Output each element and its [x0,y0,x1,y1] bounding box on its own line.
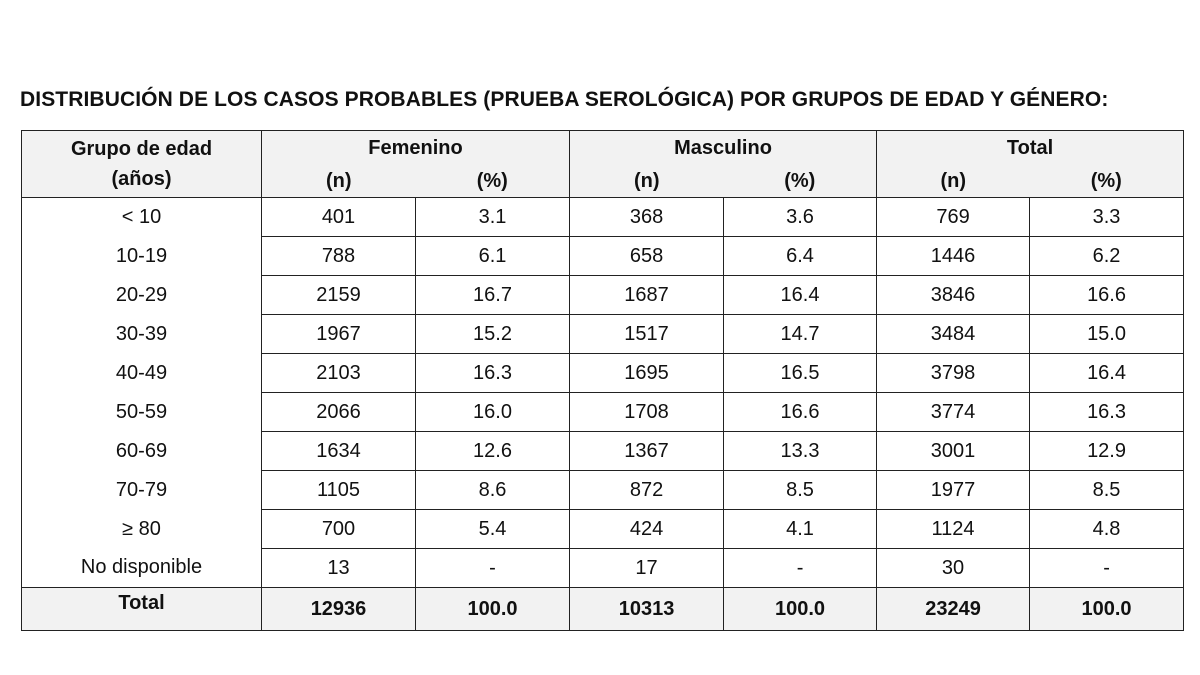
total-femenino-pct-cell: 100.0 [416,588,570,631]
age-group-cell: 10-19 [22,237,262,276]
masculino-pct-cell: 4.1 [724,510,877,549]
femenino-n-cell: 401 [262,198,416,237]
femenino-pct-cell: 3.1 [416,198,570,237]
masculino-pct-cell: 6.4 [724,237,877,276]
total-n-cell: 3798 [877,354,1030,393]
total-n-cell: 1124 [877,510,1030,549]
total-femenino-n-cell: 12936 [262,588,416,631]
masculino-pct-cell: 8.5 [724,471,877,510]
femenino-pct-cell: 12.6 [416,432,570,471]
age-group-cell: 40-49 [22,354,262,393]
femenino-pct-header: (%) [416,165,570,198]
age-group-cell: ≥ 80 [22,510,262,549]
total-label-cell: Total [22,588,262,631]
masculino-n-cell: 368 [570,198,724,237]
total-pct-cell: 3.3 [1030,198,1184,237]
age-group-header-line1: Grupo de edad [70,138,213,160]
femenino-pct-cell: - [416,549,570,588]
total-n-header: (n) [877,165,1030,198]
femenino-n-cell: 788 [262,237,416,276]
femenino-n-cell: 1634 [262,432,416,471]
table-row [22,354,1184,393]
total-n-cell: 3484 [877,315,1030,354]
table-body [22,198,1184,631]
total-n-cell: 769 [877,198,1030,237]
femenino-header: Femenino [262,131,570,166]
femenino-pct-cell: 16.3 [416,354,570,393]
masculino-n-cell: 658 [570,237,724,276]
total-n-cell: 30 [877,549,1030,588]
masculino-pct-cell: 16.5 [724,354,877,393]
age-group-header-line2: (años) [111,168,172,190]
masculino-header: Masculino [570,131,877,166]
total-header: Total [877,131,1184,166]
masculino-n-cell: 17 [570,549,724,588]
femenino-n-cell: 700 [262,510,416,549]
total-total-pct-cell: 100.0 [1030,588,1184,631]
masculino-pct-cell: 3.6 [724,198,877,237]
femenino-n-cell: 1105 [262,471,416,510]
femenino-n-cell: 13 [262,549,416,588]
masculino-n-cell: 1367 [570,432,724,471]
total-total-n-cell: 23249 [877,588,1030,631]
total-n-cell: 3774 [877,393,1030,432]
age-group-header [22,131,262,198]
total-pct-cell: 16.4 [1030,354,1184,393]
femenino-n-header: (n) [262,165,416,198]
table-row [22,393,1184,432]
masculino-n-cell: 1687 [570,276,724,315]
total-n-cell: 3846 [877,276,1030,315]
femenino-pct-cell: 16.7 [416,276,570,315]
table-row [22,276,1184,315]
age-group-cell: < 10 [22,198,262,237]
table-title: DISTRIBUCIÓN DE LOS CASOS PROBABLES (PRUEBA SEROLÓGICA) POR GRUPOS DE EDAD Y GÉNERO: [20,88,1109,111]
total-pct-cell: 4.8 [1030,510,1184,549]
total-pct-cell: 16.3 [1030,393,1184,432]
total-n-cell: 1446 [877,237,1030,276]
femenino-pct-cell: 6.1 [416,237,570,276]
table-row [22,315,1184,354]
masculino-n-cell: 1517 [570,315,724,354]
femenino-pct-cell: 8.6 [416,471,570,510]
age-group-cell: 50-59 [22,393,262,432]
masculino-pct-cell: 16.4 [724,276,877,315]
total-pct-header: (%) [1030,165,1184,198]
femenino-n-cell: 2066 [262,393,416,432]
masculino-pct-cell: - [724,549,877,588]
masculino-n-header: (n) [570,165,724,198]
total-pct-cell: 6.2 [1030,237,1184,276]
femenino-n-cell: 2159 [262,276,416,315]
total-pct-cell: 8.5 [1030,471,1184,510]
total-row [22,588,1184,631]
femenino-pct-cell: 16.0 [416,393,570,432]
femenino-n-cell: 2103 [262,354,416,393]
age-group-cell: 30-39 [22,315,262,354]
total-masculino-n-cell: 10313 [570,588,724,631]
masculino-pct-cell: 14.7 [724,315,877,354]
total-n-cell: 1977 [877,471,1030,510]
total-n-cell: 3001 [877,432,1030,471]
masculino-n-cell: 424 [570,510,724,549]
table-row [22,549,1184,588]
femenino-n-cell: 1967 [262,315,416,354]
age-group-cell: 20-29 [22,276,262,315]
table-row [22,237,1184,276]
table-row [22,432,1184,471]
femenino-pct-cell: 15.2 [416,315,570,354]
age-gender-table [21,130,1184,631]
total-pct-cell: 16.6 [1030,276,1184,315]
age-group-cell: 70-79 [22,471,262,510]
age-group-cell: No disponible [22,549,262,588]
masculino-n-cell: 872 [570,471,724,510]
total-pct-cell: 12.9 [1030,432,1184,471]
total-masculino-pct-cell: 100.0 [724,588,877,631]
masculino-n-cell: 1708 [570,393,724,432]
femenino-pct-cell: 5.4 [416,510,570,549]
table-row [22,471,1184,510]
age-group-cell: 60-69 [22,432,262,471]
masculino-n-cell: 1695 [570,354,724,393]
masculino-pct-header: (%) [724,165,877,198]
table-row [22,510,1184,549]
table-row [22,198,1184,237]
masculino-pct-cell: 16.6 [724,393,877,432]
masculino-pct-cell: 13.3 [724,432,877,471]
total-pct-cell: 15.0 [1030,315,1184,354]
total-pct-cell: - [1030,549,1184,588]
